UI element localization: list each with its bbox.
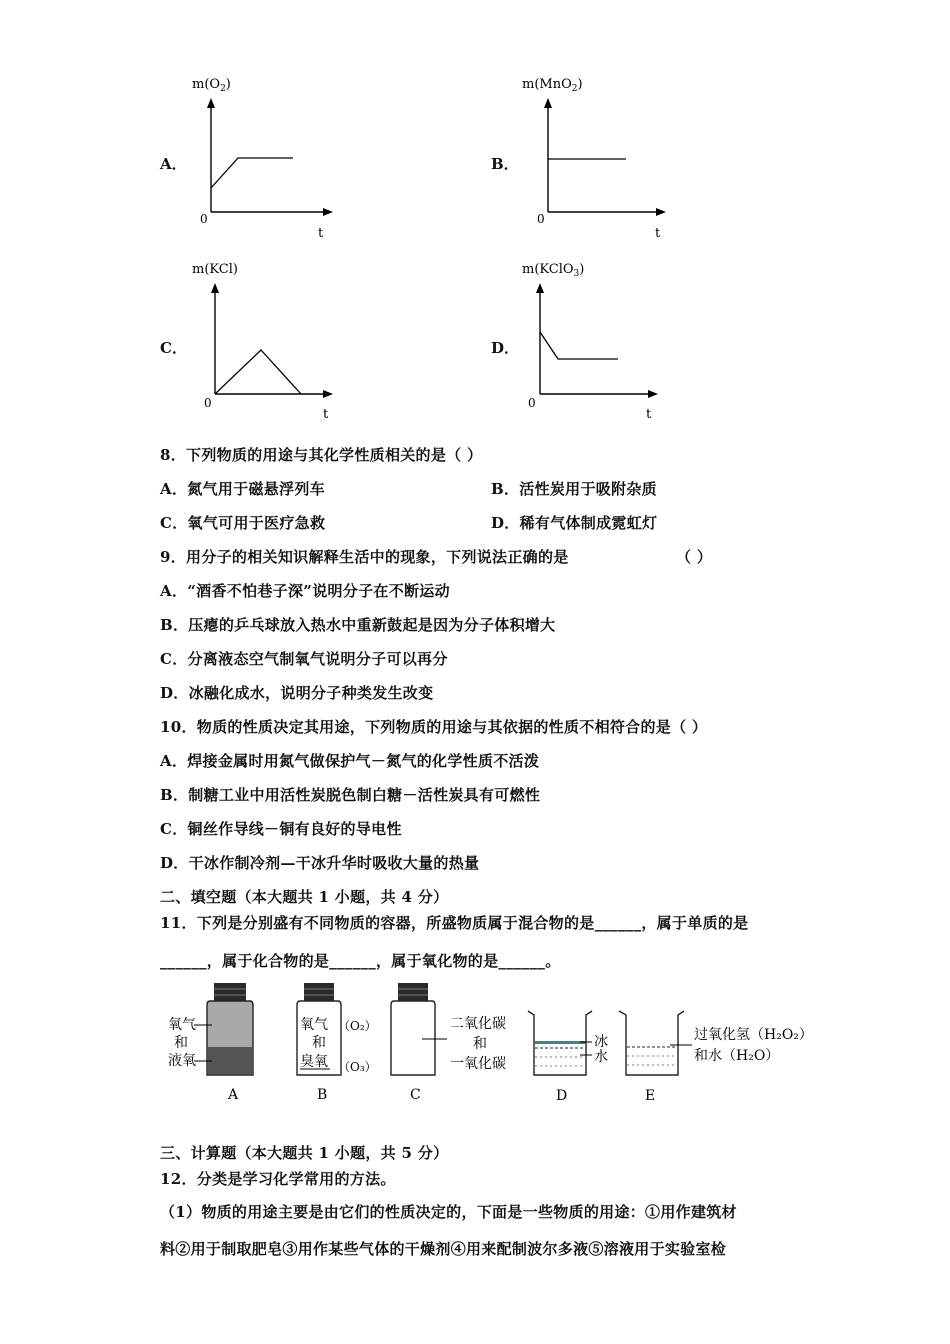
q10-option-b: B．制糖工业中用活性炭脱色制白糖－活性炭具有可燃性	[160, 786, 541, 804]
graph-d-ylabel: m(KClO$_3$)	[522, 262, 585, 279]
beaker-e-text-2: 和水（H₂O）	[694, 1048, 780, 1064]
bottle-b-formula-o3: （O₃）	[338, 1060, 377, 1074]
graph-a-y-arrow	[207, 98, 215, 108]
graph-c-origin: 0	[204, 396, 212, 410]
graph-b	[510, 70, 680, 245]
graph-b-origin: 0	[537, 212, 545, 226]
q9-option-c: C．分离液态空气制氧气说明分子可以再分	[160, 650, 448, 668]
q10-option-c: C．铜丝作导线－铜有良好的导电性	[160, 820, 402, 838]
bottle-b-cap	[304, 983, 334, 1001]
graph-a-curve	[211, 158, 293, 188]
graph-c-ylabel: m(KCl)	[192, 262, 238, 277]
graph-b-ylabel: m(MnO$_2$)	[522, 77, 583, 94]
beaker-d-text-water: 水	[594, 1049, 608, 1065]
beaker-d-ice	[535, 1041, 585, 1044]
q8-option-d: D．稀有气体制成霓虹灯	[491, 514, 658, 532]
q9-answer-paren: （ ）	[676, 548, 713, 566]
graph-c	[180, 255, 350, 430]
bottle-c-text-1: 二氧化碳	[450, 1016, 506, 1032]
q9-option-d: D．冰融化成水，说明分子种类发生改变	[160, 684, 434, 702]
graph-c-curve	[215, 350, 301, 394]
option-c-label: C．	[160, 339, 187, 357]
option-a-label: A．	[160, 155, 187, 173]
bottle-a-text-2: 和	[174, 1035, 188, 1051]
graph-c-xlabel: t	[323, 407, 329, 422]
q9-option-b: B．压瘪的乒乓球放入热水中重新鼓起是因为分子体积增大	[160, 616, 556, 634]
bottle-c-text-2: 和	[473, 1036, 487, 1052]
bottle-b-text-3: 臭氧	[300, 1054, 328, 1070]
container-caption-d: D	[556, 1088, 568, 1104]
container-caption-c: C	[410, 1087, 421, 1103]
graph-b-y-arrow	[544, 98, 552, 108]
graph-c-x-arrow	[323, 390, 333, 398]
bottle-c-cap	[398, 983, 428, 1001]
graph-a	[180, 70, 350, 245]
bottle-c	[391, 983, 506, 1103]
beaker-e-text-1: 过氧化氢（H₂O₂）	[694, 1027, 813, 1043]
q8-option-c: C．氧气可用于医疗急救	[160, 514, 326, 532]
q10-stem: 10．物质的性质决定其用途，下列物质的用途与其依据的性质不相符合的是（ ）	[160, 718, 708, 736]
container-caption-e: E	[645, 1088, 656, 1104]
bottle-c-text-3: 一氧化碳	[450, 1056, 506, 1072]
q8-option-a: A．氮气用于磁悬浮列车	[160, 480, 325, 498]
bottle-c-body	[391, 1001, 435, 1075]
container-caption-a: A	[228, 1087, 239, 1103]
q8-stem: 8．下列物质的用途与其化学性质相关的是（ ）	[160, 446, 483, 464]
graph-a-xlabel: t	[318, 226, 324, 241]
graph-a-origin: 0	[200, 212, 208, 226]
q11-line-1: 11．下列是分别盛有不同物质的容器，所盛物质属于混合物的是______，属于单质的是	[160, 914, 749, 932]
q12-stem: 12．分类是学习化学常用的方法。	[160, 1170, 396, 1188]
q8-option-b: B．活性炭用于吸附杂质	[491, 480, 657, 498]
graph-d-x-arrow	[648, 390, 658, 398]
beaker-e	[619, 1011, 813, 1104]
graph-a-x-arrow	[323, 208, 333, 216]
graph-d	[510, 255, 680, 430]
graph-d-origin: 0	[528, 396, 536, 410]
beaker-d-text-ice: 冰	[594, 1034, 608, 1050]
graph-d-xlabel: t	[646, 407, 652, 422]
graph-d-curve	[540, 332, 618, 359]
graph-b-x-arrow	[656, 208, 666, 216]
bottle-a-text-3: 液氧	[168, 1053, 196, 1069]
q12-part1-line-2: 料②用于制取肥皂③用作某些气体的干燥剂④用来配制波尔多液⑤溶液用于实验室检	[160, 1240, 727, 1258]
beaker-d	[528, 1011, 608, 1104]
q10-option-a: A．焊接金属时用氮气做保护气－氮气的化学性质不活泼	[160, 752, 540, 770]
bottle-b	[297, 983, 377, 1103]
container-caption-b: B	[317, 1087, 328, 1103]
bottle-b-formula-o2: （O₂）	[338, 1019, 377, 1033]
q11-line-2: ______，属于化合物的是______，属于氧化物的是______。	[160, 952, 561, 970]
graph-d-y-arrow	[536, 283, 544, 293]
q9-option-a: A．“酒香不怕巷子深”说明分子在不断运动	[160, 582, 450, 600]
bottle-b-text-1: 氧气	[300, 1017, 328, 1033]
section-3-title: 三、计算题（本大题共 1 小题，共 5 分）	[160, 1144, 449, 1162]
q12-part1-line-1: （1）物质的用途主要是由它们的性质决定的，下面是一些物质的用途：①用作建筑材	[160, 1203, 737, 1221]
bottle-b-text-2: 和	[312, 1035, 326, 1051]
q10-option-d: D．干冰作制冷剂—干冰升华时吸收大量的热量	[160, 854, 480, 872]
option-d-label: D．	[491, 339, 520, 357]
bottle-a-cap	[214, 983, 246, 1001]
q9-stem: 9．用分子的相关知识解释生活中的现象，下列说法正确的是	[160, 548, 569, 566]
graph-c-y-arrow	[211, 283, 219, 293]
beaker-e-body	[619, 1011, 684, 1075]
bottle-a-liquid	[208, 1047, 252, 1074]
graph-a-ylabel: $m(O_2)$	[192, 77, 231, 94]
graph-b-xlabel: t	[655, 226, 661, 241]
section-2-title: 二、填空题（本大题共 1 小题，共 4 分）	[160, 888, 449, 906]
bottle-a-text-1: 氧气	[168, 1017, 196, 1033]
option-b-label: B．	[491, 155, 519, 173]
bottle-a	[168, 983, 253, 1103]
containers-figure	[160, 975, 830, 1110]
